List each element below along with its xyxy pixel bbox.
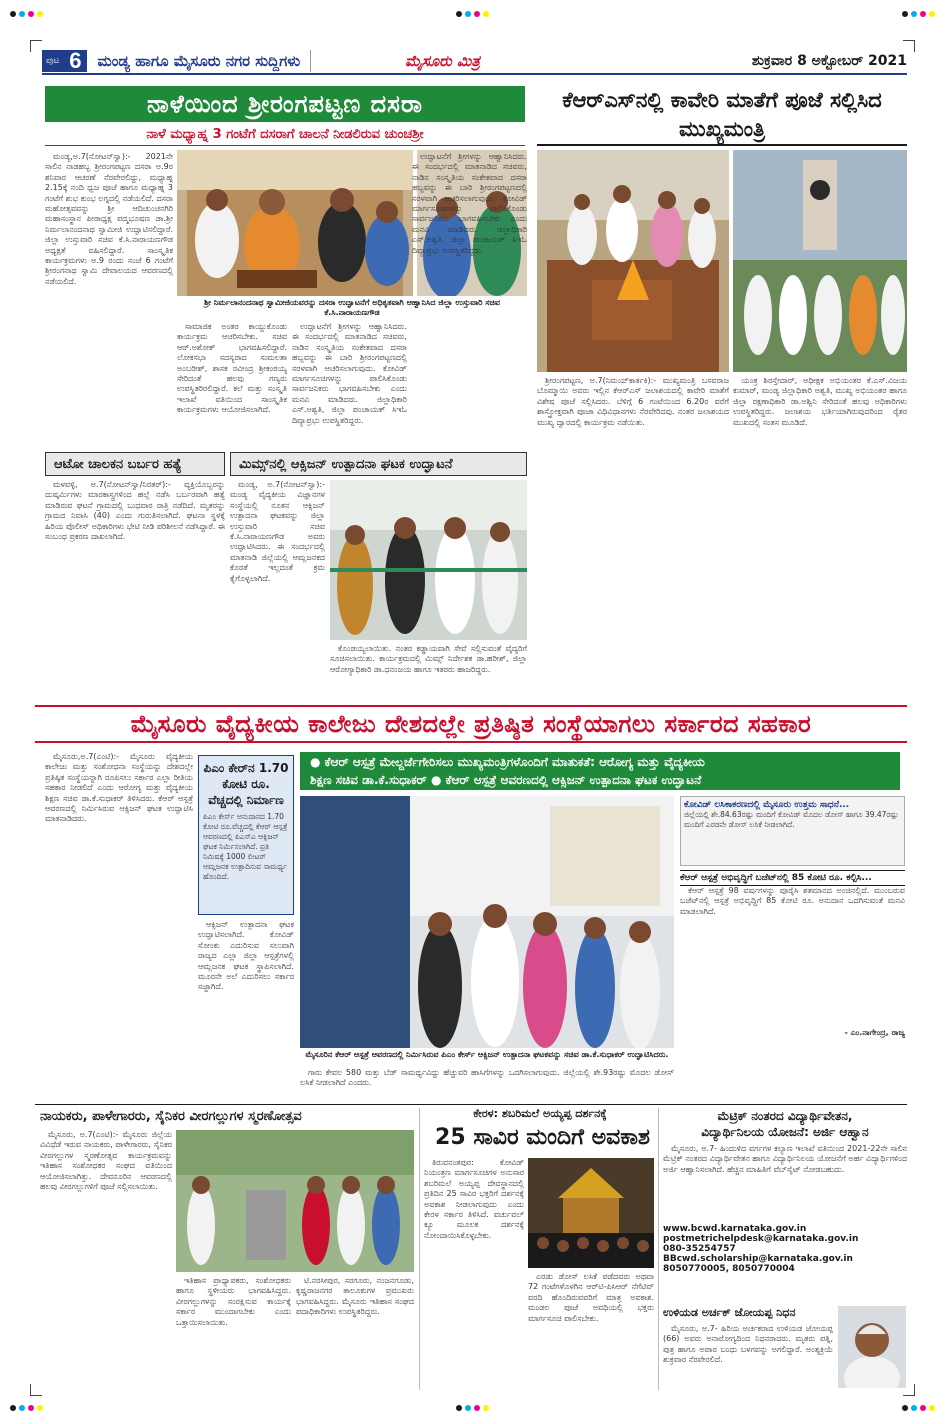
registration-marks-bottom <box>10 1402 935 1414</box>
story1-column-2 <box>177 322 287 444</box>
story8-contacts <box>663 1224 907 1274</box>
color-dots-right <box>902 1405 935 1411</box>
ribbon-cutting-image <box>330 480 527 640</box>
story2-column-1 <box>537 376 729 694</box>
story5-side-box-body: ಜಿಲ್ಲೆಯಲ್ಲಿ ಶೇ.84.63ರಷ್ಟು ಮಂದಿಗೆ ಕೋವಿಡ್ ಮೊದಲ ಡೋಸ್ ಹಾಗೂ 39.47ರಷ್ಟು ಮಂದಿಗೆ ಎರಡನೇ ಡೋಸ್ ಲಸಿಕೆ ನೀಡಲಾಗಿದೆ. <box>684 810 899 829</box>
story5-text: ಆಕ್ಸಿಜನ್ ಉತ್ಪಾದನಾ ಘಟಕ ಉದ್ಘಾಟಿಸಲಾಗಿದೆ. ಕೋವಿಡ್ ಸೋಂಕು ಎದುರಿಸುವ ಸಲುವಾಗಿ ರಾಜ್ಯದ ಎಲ್ಲಾ ಜಿಲ್ಲಾ ಆಸ್ಪತ್ರೆಗಳಲ್ಲಿ ಆಮ್ಲಜನಕ ಘಟಕ ಸ್ಥಾಪಿಸಲಾಗಿದೆ. ಮೂರನೇ ಅಲೆ ಎದುರಿಸಲು ಸರ್ಕಾರ ಸಜ್ಜಾಗಿದೆ. <box>198 920 294 992</box>
story5-banner-line1: ● ಕೆಆರ್ ಆಸ್ಪತ್ರೆ ಮೇಲ್ದರ್ಜೆಗೇರಿಸಲು ಮುಖ್ಯಮಂತ್ರಿಗಳೊಂದಿಗೆ ಮಾತುಕತೆ: ಆರೋಗ್ಯ ಮತ್ತು ವೈದ್ಯಕೀಯ <box>310 755 705 769</box>
color-dots-center <box>456 1405 489 1411</box>
story5-headline: ಮೈಸೂರು ವೈದ್ಯಕೀಯ ಕಾಲೇಜು ದೇಶದಲ್ಲೇ ಪ್ರತಿಷ್ಠಿತ ಸಂಸ್ಥೆಯಾಗಲು ಸರ್ಕಾರದ ಸಹಕಾರ <box>35 705 907 743</box>
story9-headline: ಉಳಿಯಡ ಅರ್ಚಕ್ ಜೋಯಪ್ಪ ನಿಧನ <box>663 1306 796 1319</box>
story7-text: ಎರಡು ಡೋಸ್ ಲಸಿಕೆ ಪಡೆದವರು ಅಥವಾ 72 ಗಂಟೆಗಳೊಳಗಿನ ಆರ್‌ಟಿ-ಪಿಸಿಆರ್ ನೆಗೆಟಿವ್ ವರದಿ ಹೊಂದಿರುವವರಿಗೆ ಮಾತ್ರ ಅವಕಾಶ. ಮಂಡಲ ಪೂಜೆ ಅವಧಿಯಲ್ಲಿ ಭಕ್ತರು ಮಾರ್ಗಸೂಚಿ ಪಾಲಿಸಬೇಕು. <box>528 1272 654 1323</box>
story1-column-3 <box>292 322 407 444</box>
story1-text: ಉದ್ಘಾಟನೆಗೆ ಶ್ರೀಗಳನ್ನು ಆಹ್ವಾನಿಸಿದರು. ಈ ಸಂದರ್ಭದಲ್ಲಿ ಮಾತನಾಡಿದ ಸಚಿವರು, ನಾಡಿನ ಸಂಸ್ಕೃತಿಯ ಸಂಕೇತವಾದ ದಸರಾ ಹಬ್ಬವನ್ನು ಈ ಬಾರಿ ಶ್ರೀರಂಗಪಟ್ಟಣದಲ್ಲಿ ಸರಳವಾಗಿ ಆಚರಿಸಲಾಗುವುದು. ಕೋವಿಡ್ ಮಾರ್ಗಸೂಚಿಗಳನ್ನು ಪಾಲಿಸಿಕೊಂಡು ಸಾರ್ವಜನಿಕರು ಭಾಗವಹಿಸಬೇಕು ಎಂದು ಮನವಿ ಮಾಡಿದರು. ಜಿಲ್ಲಾಧಿಕಾರಿ ಎಸ್.ಅಶ್ವತಿ, ಜಿಲ್ಲಾ ಪಂಚಾಯತ್ ಸಿಇಓ ದಿವ್ಯಾಪ್ರಭು ಉಪಸ್ಥಿತರಿದ್ದರು. <box>412 152 527 255</box>
story4-column-1 <box>230 480 325 694</box>
story5-text: ಕೆಆರ್ ಆಸ್ಪತ್ರೆ 98 ವರ್ಷಗಳನ್ನು ಪೂರೈಸಿ ಶತಮಾನದ ಅಂಚಿನಲ್ಲಿದೆ. ಮುಂಬರುವ ಬಜೆಟ್‌ನಲ್ಲಿ ಆಸ್ಪತ್ರೆ ಅಭಿವೃದ್ಧಿಗೆ 85 ಕೋಟಿ ರೂ. ಅನುದಾನ ಒದಗಿಸುವಂತೆ ಮನವಿ ಮಾಡಲಾಗಿದೆ. <box>680 886 905 916</box>
story4-text: ಮಂಡ್ಯ, ಅ.7(ನೋಟನ್‌ಸ್ವಾ):- ಮಂಡ್ಯ ವೈದ್ಯಕೀಯ ವಿಜ್ಞಾನಗಳ ಸಂಸ್ಥೆಯಲ್ಲಿ ನೂತನ ಆಕ್ಸಿಜನ್ ಉತ್ಪಾದನಾ ಘಟಕವನ್ನು ಜಿಲ್ಲಾ ಉಸ್ತುವಾರಿ ಸಚಿವ ಕೆ.ಸಿ.ನಾರಾಯಣಗೌಡ ಅವರು ಉದ್ಘಾಟಿಸಿದರು. ಈ ಸಂದರ್ಭದಲ್ಲಿ ಮಾತನಾಡಿ ಜಿಲ್ಲೆಯಲ್ಲಿ ಆಮ್ಲಜನಕದ ಕೊರತೆ ಇಲ್ಲದಂತೆ ಕ್ರಮ ಕೈಗೊಳ್ಳಲಾಗಿದೆ. <box>230 480 325 583</box>
story6-column-2 <box>176 1276 291 1390</box>
story5-side-box <box>680 796 905 866</box>
oxygen-plant-inauguration-image <box>300 796 674 1048</box>
story2-photo <box>537 150 729 372</box>
story8-email-link[interactable]: postmetrichelpdesk@karnataka.gov.in <box>663 1234 859 1244</box>
story4-column-2 <box>330 644 527 694</box>
story6-photo <box>176 1130 414 1272</box>
story9-portrait <box>838 1306 906 1388</box>
color-dots-center <box>456 11 489 17</box>
story6-text: ಇತಿಹಾಸ ಪ್ರಾಧ್ಯಾಪಕರು, ಸಂಶೋಧಕರು ಹಾಗೂ ಸ್ಥಳೀಯರು ಭಾಗವಹಿಸಿದ್ದರು. ವೀರಗಲ್ಲುಗಳನ್ನು ಸಂರಕ್ಷಿಸುವ ಕಾರ್ಯಕ್ಕೆ ಸರ್ಕಾರ ಮುಂದಾಗಬೇಕು ಎಂದು ಒತ್ತಾಯಿಸಲಾಯಿತು. <box>176 1276 291 1327</box>
story2-text: ಶ್ರೀರಂಗಪಟ್ಟಣ, ಅ.7(ನಿಮಯ್‌ಕಾರ್ತಕಿ):- ಮುಖ್ಯಮಂತ್ರಿ ಬಸವರಾಜ ಬೊಮ್ಮಾಯಿ ಅವರು ಇಲ್ಲಿನ ಕೆಆರ್‌ಎಸ್ ಜಲಾಶಯದಲ್ಲಿ ಕಾವೇರಿ ಮಾತೆಗೆ ವಿಶೇಷ ಪೂಜೆ ಸಲ್ಲಿಸಿದರು. ಬೆಳಿಗ್ಗೆ 6 ಗಂಟೆಯಿಂದ 6.20ರ ವರೆಗೆ ಶಾಸ್ತ್ರೋಕ್ತವಾಗಿ ಪೂಜಾ ವಿಧಿವಿಧಾನಗಳು ನೆರವೇರಿದವು. ನಂತರ ಜಲಾಶಯದ ಮುಖ್ಯ ದ್ವಾರದಲ್ಲಿ ಕಾರ್ಯಕ್ರಮ ನಡೆಯಿತು. <box>537 376 729 427</box>
color-dots-left <box>10 1405 43 1411</box>
story9-body <box>663 1324 833 1390</box>
color-dots-right <box>902 11 935 17</box>
story1-text: ಉದ್ಘಾಟನೆಗೆ ಶ್ರೀಗಳನ್ನು ಆಹ್ವಾನಿಸಿದರು. ಈ ಸಂದರ್ಭದಲ್ಲಿ ಮಾತನಾಡಿದ ಸಚಿವರು, ನಾಡಿನ ಸಂಸ್ಕೃತಿಯ ಸಂಕೇತವಾದ ದಸರಾ ಹಬ್ಬವನ್ನು ಈ ಬಾರಿ ಶ್ರೀರಂಗಪಟ್ಟಣದಲ್ಲಿ ಸರಳವಾಗಿ ಆಚರಿಸಲಾಗುವುದು. ಕೋವಿಡ್ ಮಾರ್ಗಸೂಚಿಗಳನ್ನು ಪಾಲಿಸಿಕೊಂಡು ಸಾರ್ವಜನಿಕರು ಭಾಗವಹಿಸಬೇಕು ಎಂದು ಮನವಿ ಮಾಡಿದರು. ಜಿಲ್ಲಾಧಿಕಾರಿ ಎಸ್.ಅಶ್ವತಿ, ಜಿಲ್ಲಾ ಪಂಚಾಯತ್ ಸಿಇಓ ದಿವ್ಯಾಪ್ರಭು ಉಪಸ್ಥಿತರಿದ್ದರು. <box>292 322 407 425</box>
story8-text: ಮೈಸೂರು, ಅ.7- ಹಿಂದುಳಿದ ವರ್ಗಗಳ ಕಲ್ಯಾಣ ಇಲಾಖೆ ವತಿಯಿಂದ 2021-22ನೇ ಸಾಲಿನ ಮೆಟ್ರಿಕ್ ನಂತರದ ವಿದ್ಯಾರ್ಥಿವೇತನ ಹಾಗೂ ವಿದ್ಯಾರ್ಥಿನಿಲಯ ಯೋಜನೆಗೆ ಅರ್ಹ ವಿದ್ಯಾರ್ಥಿಗಳಿಂದ ಅರ್ಜಿ ಆಹ್ವಾನಿಸಲಾಗಿದೆ. ಹೆಚ್ಚಿನ ಮಾಹಿತಿಗೆ ವೆಬ್‌ಸೈಟ್ ನೋಡಬಹುದು. <box>663 1144 907 1174</box>
story1-photo-caption: ಶ್ರೀ ನಿರ್ಮಲಾನಂದನಾಥ ಸ್ವಾಮೀಜಿಯವರನ್ನು ದಸರಾ ಉದ್ಘಾಟನೆಗೆ ಅಧಿಕೃತವಾಗಿ ಆಹ್ವಾನಿಸಿದ ಜಿಲ್ಲಾ ಉಸ್ತುವಾರಿ ಸಚಿವ ಕೆ.ಸಿ.ನಾರಾಯಣಗೌಡ <box>203 298 501 317</box>
story8-website-link[interactable]: www.bcwd.karnataka.gov.in <box>663 1224 807 1234</box>
story2-column-2 <box>733 376 907 694</box>
story1-column-4 <box>412 152 527 444</box>
story5-column-2 <box>198 920 294 1102</box>
story9-text: ಮೈಸೂರು, ಅ.7- ಹಿರಿಯ ಅರ್ಚಕರಾದ ಉಳಿಯಡ ಜೋಯಪ್ಪ (66) ಅವರು ಅನಾರೋಗ್ಯದಿಂದ ನಿಧನರಾದರು. ಮೃತರು ಪತ್ನಿ, ಪುತ್ರ ಹಾಗೂ ಅಪಾರ ಬಂಧು ಬಳಗವನ್ನು ಅಗಲಿದ್ದಾರೆ. ಅಂತ್ಯಕ್ರಿಯೆ ಶುಕ್ರವಾರ ನೆರವೇರಲಿದೆ. <box>663 1324 833 1365</box>
story5-photo <box>300 796 674 1048</box>
newspaper-logo: ಮೈಸೂರು ಮಿತ್ರ <box>405 52 480 70</box>
story4-photo <box>330 480 527 640</box>
story6-text: ಮೈಸೂರು, ಅ.7(ಎಂಟಿ):- ಮೈಸೂರು ಜಿಲ್ಲೆಯ ವಿವಿಧೆಡೆ ಇರುವ ನಾಯಕರು, ಪಾಳೇಗಾರರು, ಸೈನಿಕರ ವೀರಗಲ್ಲುಗಳ ಸ್ಮರಣೋತ್ಸವ ಕಾರ್ಯಕ್ರಮವನ್ನು ಇತಿಹಾಸ ಸಂಶೋಧಕರ ಸಂಘದ ವತಿಯಿಂದ ಆಯೋಜಿಸಲಾಗಿತ್ತು. ದೇವನೂರಿನ ಆವರಣದಲ್ಲಿ ಹಲವು ವೀರಗಲ್ಲುಗಳಿಗೆ ಪೂಜೆ ಸಲ್ಲಿಸಲಾಯಿತು. <box>40 1130 172 1192</box>
issue-date: ಶುಕ್ರವಾರ 8 ಅಕ್ಟೋಬರ್ 2021 <box>751 53 907 69</box>
story3-headline: ಆಟೋ ಚಾಲಕನ ಬರ್ಬರ ಹತ್ಯೆ <box>45 452 225 476</box>
story7-column-2 <box>528 1272 654 1390</box>
story5-byline-text: - ಎಂ.ನಾಗೇಂದ್ರ, ರಾಜ್ಯ <box>844 1028 905 1037</box>
story5-column-3 <box>300 1068 674 1102</box>
story2-text: ಯಂತ್ರ ಶಿರಸ್ತೇದಾರ್, ಅಧೀಕ್ಷಕ ಅಭಿಯಂತರ ಕೆ.ಎಸ್.ವಿಜಯ ಕುಮಾರ್, ಮಂಡ್ಯ ಜಿಲ್ಲಾಧಿಕಾರಿ ಅಶ್ವತಿ, ಮುಖ್ಯ ಅಭಿಯಂತರ ಹಾಗೂ ಜಿಲ್ಲಾ ರಕ್ಷಣಾಧಿಕಾರಿ ಡಾ.ಅಶ್ವಿನಿ ಸೇರಿದಂತೆ ಹಲವು ಅಧಿಕಾರಿಗಳು ಉಪಸ್ಥಿತರಿದ್ದರು. ಜಲಾಶಯ ಭರ್ತಿಯಾಗಿರುವುದರಿಂದ ರೈತರ ಮುಖದಲ್ಲಿ ಸಂತಸ ಮೂಡಿದೆ. <box>733 376 907 427</box>
sabarimala-temple-image <box>528 1158 654 1268</box>
story7-kicker: ಕೇರಳ: ಶಬರಿಮಲೆ ಅಯ್ಯಪ್ಪ ದರ್ಶನಕ್ಕೆ <box>473 1107 607 1120</box>
story7-photo <box>528 1158 654 1268</box>
story8-email-link-2[interactable]: BBcwd.scholarship@karnataka.gov.in <box>663 1254 853 1264</box>
story8-phone: 080-35254757 <box>663 1244 736 1254</box>
story1-text: ಮಂಡ್ಯ,ಅ.7(ನೋಟನ್‌ಸ್ವಾ):- 2021ನೇ ಸಾಲಿನ ನಾಡಹಬ್ಬ ಶ್ರೀರಂಗಪಟ್ಟಣ ದಸರಾ ಅ.9ರ ಶನಿವಾರ ಆಚರಣೆ ನೆರವೇರಲಿದ್ದು, ಮಧ್ಯಾಹ್ನ 2.15ಕ್ಕೆ ನಂದಿ ಧ್ವಜ ಪೂಜೆ ಹಾಗೂ ಮಧ್ಯಾಹ್ನ 3 ಗಂಟೆಗೆ ಶುಭ ಕುಂಭ ಲಗ್ನದಲ್ಲಿ ನಡೆಯಲಿದೆ. ದಸರಾ ಮಹೋತ್ಸವವನ್ನು ಶ್ರೀ ಆದಿಚುಂಚನಗಿರಿ ಮಹಾಸಂಸ್ಥಾನ ಪೀಠಾಧ್ಯಕ್ಷ ಪದ್ಮಭೂಷಣ ಡಾ.ಶ್ರೀ ನಿರ್ಮಲಾನಂದನಾಥ ಸ್ವಾಮೀಜಿ ಉದ್ಘಾಟಿಸಲಿದ್ದಾರೆ. ಜಿಲ್ಲಾ ಉಸ್ತುವಾರಿ ಸಚಿವ ಕೆ.ಸಿ.ನಾರಾಯಣಗೌಡ ಅಧ್ಯಕ್ಷತೆ ವಹಿಸಲಿದ್ದಾರೆ. ಸಾಂಸ್ಕೃತಿಕ ಕಾರ್ಯಕ್ರಮಗಳು ಅ.9 ರಂದು ಸಂಜೆ 6 ಗಂಟೆಗೆ ಶ್ರೀರಂಗನಾಥ ಸ್ವಾಮಿ ದೇವಾಲಯದ ಆವರಣದಲ್ಲಿ ನಡೆಯಲಿದೆ. <box>45 152 173 286</box>
story4-text: ಕೊಂಡಯ್ಯಲಾಯಿತು. ನಂತರ ಕಡ್ಡಾಯವಾಗಿ ಸೇವೆ ಸಲ್ಲಿಸುವಂತೆ ವೈದ್ಯರಿಗೆ ಸೂಚಿಸಲಾಯಿತು. ಕಾರ್ಯಕ್ರಮದಲ್ಲಿ ಮಿಮ್ಸ್ ನಿರ್ದೇಶಕ ಡಾ.ಹರೀಶ್, ಜಿಲ್ಲಾ ಆರೋಗ್ಯಾಧಿಕಾರಿ ಡಾ.ಧನಂಜಯ ಹಾಗೂ ಇತರರು ಹಾಜರಿದ್ದರು. <box>330 644 527 674</box>
story2-headline: ಕೆಆರ್‌ಎಸ್‌ನಲ್ಲಿ ಕಾವೇರಿ ಮಾತೆಗೆ ಪೂಜೆ ಸಲ್ಲಿಸಿದ ಮುಖ್ಯಮಂತ್ರಿ <box>537 86 907 146</box>
story5-info-box-body: ಪಿಎಂ ಕೇರ್ಸ್ ಅನುದಾನದ 1.70 ಕೋಟಿ ರೂ.ವೆಚ್ಚದಲ್ಲಿ ಕೆಆರ್ ಆಸ್ಪತ್ರೆ ಆವರಣದಲ್ಲಿ ಪಿಎಸ್‌ಎ ಆಕ್ಸಿಜನ್ ಘಟಕ ನಿರ್ಮಿಸಲಾಗಿದೆ. ಪ್ರತಿ ನಿಮಿಷಕ್ಕೆ 1000 ಲೀಟರ್ ಆಮ್ಲಜನಕ ಉತ್ಪಾದಿಸುವ ಸಾಮರ್ಥ್ಯ ಹೊಂದಿದೆ. <box>203 812 288 881</box>
story7-column-1 <box>424 1158 524 1390</box>
masthead <box>42 49 907 75</box>
story5-column-1 <box>45 752 193 1102</box>
story5-info-box <box>198 755 294 915</box>
story5-photo-caption: ಮೈಸೂರಿನ ಕೆಆರ್ ಆಸ್ಪತ್ರೆ ಆವರಣದಲ್ಲಿ ನಿರ್ಮಿಸಿರುವ ಪಿಎಂ ಕೇರ್ಸ್ ಆಕ್ಸಿಜನ್ ಉತ್ಪಾದನಾ ಘಟಕವನ್ನು ಸಚಿವ ಡಾ.ಕೆ.ಸುಧಾಕರ್ ಉದ್ಘಾಟಿಸಿದರು. <box>305 1050 669 1059</box>
story8-body <box>663 1144 907 1222</box>
story8-headline <box>663 1108 907 1140</box>
story5-byline <box>680 1028 905 1040</box>
story8-mobiles: 8050770005, 8050770004 <box>663 1264 795 1274</box>
cauvery-statue-image <box>733 150 907 372</box>
story8-headline-line1: ಮೆಟ್ರಿಕ್ ನಂತರದ ವಿದ್ಯಾರ್ಥಿವೇತನ, <box>717 1109 853 1123</box>
story1-text: ಸಾಮಾಜಿಕ ಅಂತರ ಕಾಯ್ದುಕೊಂಡು ಕಾರ್ಯಕ್ರಮ ಆಚರಿಸಬೇಕು. ಸಚಿವ ಆರ್.ಅಶೋಕ್ ಭಾಗವಹಿಸಲಿದ್ದಾರೆ. ಲೋಕಸಭಾ ಸದಸ್ಯರಾದ ಸುಮಲತಾ ಅಂಬರೀಶ್, ಶಾಸಕ ರವೀಂದ್ರ ಶ್ರೀಕಂಠಯ್ಯ ಸೇರಿದಂತೆ ಹಲವು ಗಣ್ಯರು ಉಪಸ್ಥಿತರಿರಲಿದ್ದಾರೆ. ಕಲೆ ಮತ್ತು ಸಂಸ್ಕೃತಿ ಇಲಾಖೆ ವತಿಯಿಂದ ಸಾಂಸ್ಕೃತಿಕ ಕಾರ್ಯಕ್ರಮಗಳು ಆಯೋಜಿಸಲಾಗಿದೆ. <box>177 322 287 415</box>
portrait-image <box>838 1306 906 1388</box>
story6-column-3 <box>296 1276 414 1390</box>
story6-column-1 <box>40 1130 172 1390</box>
swamiji-meeting-image <box>177 150 413 296</box>
story5-side-box-title: ಕೋವಿಡ್ ಲಸಿಕಾಕರಣದಲ್ಲಿ ಮೈಸೂರು ಉತ್ತಮ ಸಾಧನೆ... <box>684 800 850 810</box>
story1-photo <box>177 150 413 296</box>
registration-marks-top <box>10 8 935 20</box>
story7-text: ತಿರುವನಂತಪುರ: ಕೋವಿಡ್ ನಿಯಂತ್ರಣ ಮಾರ್ಗಸೂಚಿಗಳ ಅನುಸಾರ ಶಬರಿಮಲೆ ಅಯ್ಯಪ್ಪ ದೇವಸ್ಥಾನದಲ್ಲಿ ಪ್ರತಿದಿನ 25 ಸಾವಿರ ಭಕ್ತರಿಗೆ ದರ್ಶನಕ್ಕೆ ಅವಕಾಶ ನೀಡಲಾಗುವುದು ಎಂದು ಕೇರಳ ಸರ್ಕಾರ ತಿಳಿಸಿದೆ. ವರ್ಚುವಲ್ ಕ್ಯೂ ಮೂಲಕ ದರ್ಶನಕ್ಕೆ ನೋಂದಾಯಿಸಿಕೊಳ್ಳಬೇಕು. <box>424 1158 524 1240</box>
crop-mark <box>30 40 42 52</box>
story7-headline: 25 ಸಾವಿರ ಮಂದಿಗೆ ಅವಕಾಶ <box>435 1125 650 1150</box>
story8-headline-line2: ವಿದ್ಯಾರ್ಥಿನಿಲಯ ಯೋಜನೆ: ಅರ್ಜಿ ಆಹ್ವಾನ <box>701 1125 869 1139</box>
story2-photo-2 <box>733 150 907 372</box>
story5-text: ಮೈಸೂರು,ಅ.7(ಎಂಟಿ):- ಮೈಸೂರು ವೈದ್ಯಕೀಯ ಕಾಲೇಜು ಮತ್ತು ಸಂಶೋಧನಾ ಸಂಸ್ಥೆಯನ್ನು ದೇಶದಲ್ಲೇ ಪ್ರತಿಷ್ಠಿತ ಸಂಸ್ಥೆಯನ್ನಾಗಿ ರೂಪಿಸಲು ಸರ್ಕಾರ ಎಲ್ಲಾ ರೀತಿಯ ಸಹಕಾರ ನೀಡಲಿದೆ ಎಂದು ಆರೋಗ್ಯ ಮತ್ತು ವೈದ್ಯಕೀಯ ಶಿಕ್ಷಣ ಸಚಿವ ಡಾ.ಕೆ.ಸುಧಾಕರ್ ತಿಳಿಸಿದರು. ಕೆಆರ್ ಆಸ್ಪತ್ರೆ ಆವರಣದಲ್ಲಿ ನಿರ್ಮಿಸಿರುವ ಆಕ್ಸಿಜನ್ ಘಟಕ ಉದ್ಘಾಟಿಸಿ ಮಾತನಾಡಿದರು. <box>45 752 193 824</box>
story5-info-box-title: ಪಿಎಂ ಕೇರ್‌ನ 1.70 ಕೋಟಿ ರೂ. ವೆಚ್ಚದಲ್ಲಿ ನಿರ್ಮಾಣ <box>203 761 289 807</box>
story3-body <box>45 480 225 694</box>
story1-column-1 <box>45 152 173 444</box>
color-dots-left <box>10 11 43 17</box>
section-title: ಮಂಡ್ಯ ಹಾಗೂ ಮೈಸೂರು ನಗರ ಸುದ್ದಿಗಳು <box>87 50 311 72</box>
story5-banner <box>300 752 900 790</box>
page-label: ಪುಟ <box>42 50 63 72</box>
column-divider <box>419 1108 420 1390</box>
story6-headline: ನಾಯಕರು, ಪಾಳೇಗಾರರು, ಸೈನಿಕರ ವೀರಗಲ್ಲುಗಳ ಸ್ಮರಣೋತ್ಸವ <box>40 1109 302 1124</box>
story4-headline: ಮಿಮ್ಸ್‌ನಲ್ಲಿ ಆಕ್ಸಿಜನ್ ಉತ್ಪಾದನಾ ಘಟಕ ಉದ್ಘಾಟನೆ <box>230 452 527 476</box>
page-number: 6 <box>63 50 87 72</box>
story1-subheadline: ನಾಳೆ ಮಧ್ಯಾಹ್ನ 3 ಗಂಟೆಗೆ ದಸರಾಗೆ ಚಾಲನೆ ನೀಡಲಿರುವ ಚುಂಚಶ್ರೀ <box>45 124 525 146</box>
section-divider <box>35 1104 907 1105</box>
story1-headline: ನಾಳೆಯಿಂದ ಶ್ರೀರಂಗಪಟ್ಟಣ ದಸರಾ <box>45 86 525 122</box>
story5-note-body <box>680 886 905 1026</box>
column-divider <box>658 1108 659 1390</box>
story5-text: ಗಾರು ಕೇವಲ 580 ಮತ್ತು ಬೆಡ್ ಸಾಮರ್ಥ್ಯವಿದ್ದು ಹೆಚ್ಚುವರಿ ಹಾಸಿಗೆಗಳನ್ನು ಒದಗಿಸಲಾಗುವುದು. ಜಿಲ್ಲೆಯಲ್ಲಿ ಶೇ.93ರಷ್ಟು ಮೊದಲ ಡೋಸ್ ಲಸಿಕೆ ನೀಡಲಾಗಿದೆ ಎಂದರು. <box>300 1068 674 1088</box>
hero-stone-ceremony-image <box>176 1130 414 1272</box>
story3-text: ಮಳವಳ್ಳಿ, ಅ.7(ನೋಟನ್‌ಸ್ವಾ/ನಿರತರ್):- ವ್ಯಕ್ತಿಯೊಬ್ಬರನ್ನು ದುಷ್ಕರ್ಮಿಗಳು ಮಾರಕಾಸ್ತ್ರಗಳಿಂದ ಹಲ್ಲೆ ನಡೆಸಿ ಬರ್ಬರವಾಗಿ ಹತ್ಯೆ ಮಾಡಿರುವ ಘಟನೆ ಗ್ರಾಮದಲ್ಲಿ ಬುಧವಾರ ರಾತ್ರಿ ನಡೆದಿದೆ. ಮೃತರನ್ನು ಗ್ರಾಮದ ನಿವಾಸಿ (40) ಎಂದು ಗುರುತಿಸಲಾಗಿದೆ. ಘಟನಾ ಸ್ಥಳಕ್ಕೆ ಹಿರಿಯ ಪೊಲೀಸ್ ಅಧಿಕಾರಿಗಳು ಭೇಟಿ ನೀಡಿ ಪರಿಶೀಲನೆ ನಡೆಸಿದ್ದಾರೆ. ಈ ಸಂಬಂಧ ಪ್ರಕರಣ ದಾಖಲಾಗಿದೆ. <box>45 480 225 542</box>
story5-note-heading: ಕೆಆರ್ ಆಸ್ಪತ್ರೆ ಅಭಿವೃದ್ಧಿಗೆ ಬಜೆಟ್‌ನಲ್ಲಿ 85 ಕೋಟಿ ರೂ. ಕಲ್ಪಿಸಿ... <box>680 870 905 886</box>
krs-pooja-image <box>537 150 729 372</box>
story5-banner-line2: ಶಿಕ್ಷಣ ಸಚಿವ ಡಾ.ಕೆ.ಸುಧಾಕರ್ ● ಕೆಆರ್ ಆಸ್ಪತ್ರೆ ಆವರಣದಲ್ಲಿ ಆಕ್ಸಿಜನ್ ಉತ್ಪಾದನಾ ಘಟಕ ಉದ್ಘಾಟನೆ <box>310 773 702 787</box>
story6-text: ಟಿ.ನರಸೀಪುರ, ಸರಗೂರು, ನಂಜನಗೂಡು, ಕೃಷ್ಣರಾಜನಗರ ತಾಲೂಕುಗಳ ಪ್ರಮುಖರು ಭಾಗವಹಿಸಿದ್ದರು. ಮೈಸೂರು ಇತಿಹಾಸ ಸಂಘದ ಪದಾಧಿಕಾರಿಗಳು ಉಪಸ್ಥಿತರಿದ್ದರು. <box>296 1276 414 1317</box>
